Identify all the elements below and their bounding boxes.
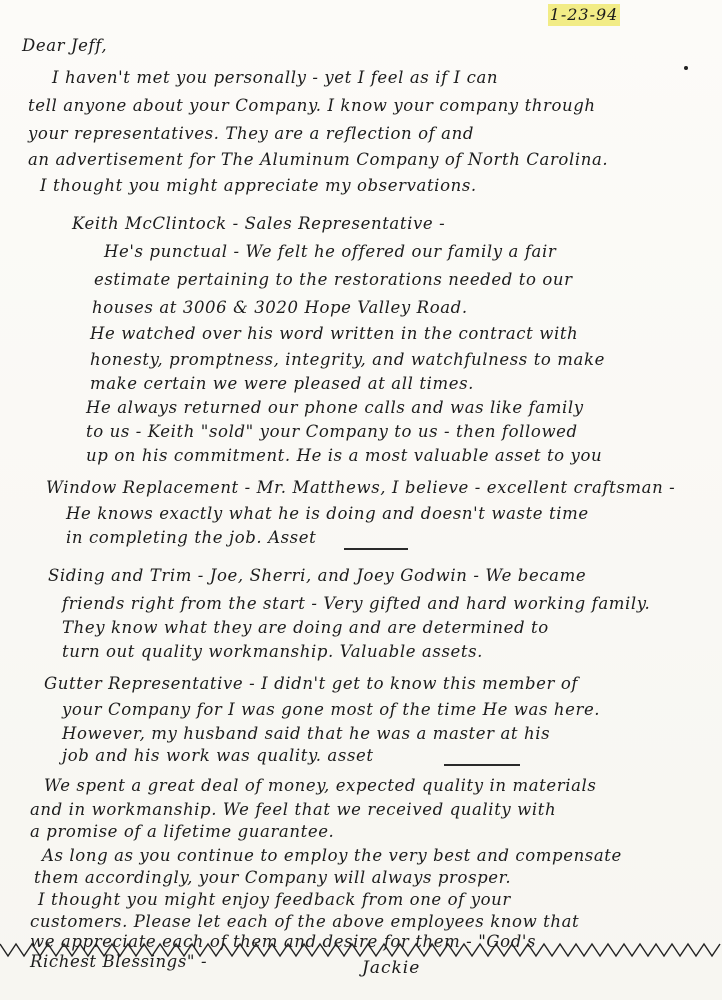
letter-line: them accordingly, your Company will always prosper. — [34, 868, 512, 887]
letter-line: However, my husband said that he was a master at his — [62, 724, 551, 743]
section-heading-window: Window Replacement - Mr. Matthews, I believe - excellent craftsman - — [46, 478, 676, 497]
letter-line: I haven't met you personally - yet I feel as if I can — [52, 68, 499, 87]
letter-line: Richest Blessings" - — [30, 952, 208, 971]
letter-line: customers. Please let each of the above employees know that — [30, 912, 580, 931]
letter-line: an advertisement for The Aluminum Company of North Carolina. — [28, 150, 609, 169]
letter-line: houses at 3006 & 3020 Hope Valley Road. — [92, 298, 468, 317]
salutation: Dear Jeff, — [22, 36, 108, 55]
zigzag-border — [0, 940, 722, 960]
letter-line: As long as you continue to employ the very best and compensate — [42, 846, 622, 865]
underline-asset — [344, 548, 408, 550]
letter-line: honesty, promptness, integrity, and watchfulness to make — [90, 350, 605, 369]
section-heading-gutter: Gutter Representative - I didn't get to know this member of — [44, 674, 579, 693]
letter-line: and in workmanship. We feel that we received quality with — [30, 800, 557, 819]
letter-line: estimate pertaining to the restorations needed to our — [94, 270, 573, 289]
letter-line: to us - Keith "sold" your Company to us - then followed — [86, 422, 578, 441]
signature: Jackie — [362, 958, 421, 978]
letter-line: He watched over his word written in the contract with — [90, 324, 579, 343]
letter-line: We spent a great deal of money, expected quality in materials — [44, 776, 597, 795]
letter-line: He knows exactly what he is doing and doesn't waste time — [66, 504, 589, 523]
ink-dot — [684, 66, 688, 70]
letter-line: up on his commitment. He is a most valuable asset to you — [86, 446, 603, 465]
letter-line: your Company for I was gone most of the time He was here. — [62, 700, 601, 719]
letter-line: in completing the job. Asset — [66, 528, 317, 547]
letter-line: job and his work was quality. asset — [62, 746, 374, 765]
date-highlight: 1-23-94 — [549, 5, 619, 24]
letter-line: He always returned our phone calls and was like family — [86, 398, 584, 417]
section-heading-siding: Siding and Trim - Joe, Sherri, and Joey Godwin - We became — [48, 566, 587, 585]
letter-line: friends right from the start - Very gifted and hard working family. — [62, 594, 651, 613]
letter-line: I thought you might appreciate my observations. — [40, 176, 477, 195]
letter-line: He's punctual - We felt he offered our family a fair — [104, 242, 557, 261]
letter-line: a promise of a lifetime guarantee. — [30, 822, 335, 841]
section-heading-sales: Keith McClintock - Sales Representative - — [72, 214, 446, 233]
underline-asset — [444, 764, 520, 766]
letter-line: I thought you might enjoy feedback from one of your — [38, 890, 511, 909]
letter-line: your representatives. They are a reflection of and — [28, 124, 475, 143]
letter-line: we appreciate each of them and desire for them - "God's — [30, 932, 537, 951]
letter-line: make certain we were pleased at all times. — [90, 374, 474, 393]
letter-line: turn out quality workmanship. Valuable assets. — [62, 642, 484, 661]
letter-line: They know what they are doing and are determined to — [62, 618, 549, 637]
letter-line: tell anyone about your Company. I know your company through — [28, 96, 596, 115]
